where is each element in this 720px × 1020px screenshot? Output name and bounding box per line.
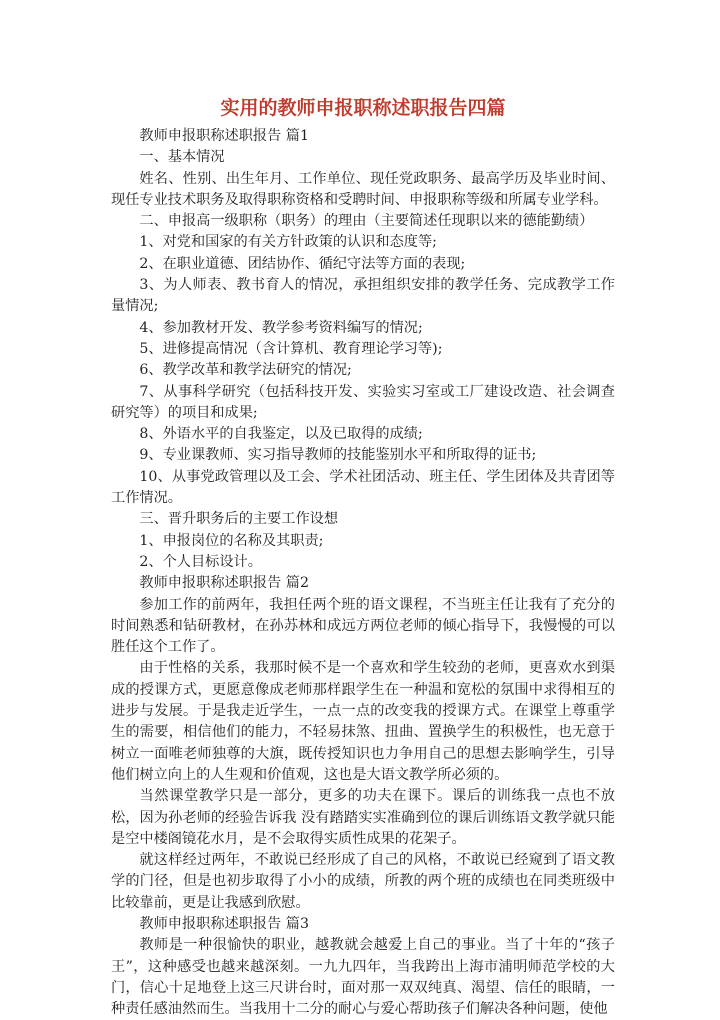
paragraph: 由于性格的关系，我那时候不是一个喜欢和学生较劲的老师，更喜欢水到渠成的授课方式，更愿意像成老师那样跟学生在一种温和宽松的氛围中求得相互的进步与发展。于是我走近学生，一点一点的改变我的授课方式。在课堂上尊重学生的需要，相信他们的能力，不轻易抹煞、扭曲、置换学生的积极性，也无意于树立一面唯老师独尊的大旗，既传授知识也力争用自己的思想去影响学生，引导他们树立向上的人生观和价值观，这也是大语文教学所必须的。 bbox=[111, 660, 615, 783]
paragraph: 9、专业课教师、实习指导教师的技能鉴别水平和所取得的证书; bbox=[139, 447, 537, 464]
paragraph: 教师申报职称述职报告 篇1 bbox=[139, 128, 309, 144]
paragraph: 4、参加教材开发、教学参考资料编写的情况; bbox=[139, 319, 423, 336]
paragraph: 教师是一种很愉快的职业，越教就会越爱上自己的事业。当了十年的“孩子王”，这种感受也越来越深刻。一九九四年，当我跨出上海市浦明师范学校的大门，信心十足地登上这三尺讲台时，面对那一双双纯真、渴望、信任的眼睛，一种责任感油然而生。当我用十二分的耐心与爱心帮助孩子们解决各种问题，使他 bbox=[111, 937, 615, 1018]
paragraph: 教师申报职称述职报告 篇3 bbox=[139, 915, 309, 932]
paragraph: 一、基本情况 bbox=[139, 149, 225, 166]
paragraph: 2、个人目标设计。 bbox=[139, 553, 262, 570]
paragraph: 2、在职业道德、团结协作、循纪守法等方面的表现; bbox=[139, 255, 466, 272]
paragraph: 7、从事科学研究（包括科技开发、实验实习室或工厂建设改造、社会调查研究等）的项目和成果; bbox=[111, 383, 615, 421]
paragraph: 10、从事党政管理以及工会、学术社团活动、班主任、学生团体及共青团等工作情况。 bbox=[111, 468, 615, 507]
paragraph: 8、外语水平的自我鉴定，以及已取得的成绩; bbox=[139, 426, 423, 443]
document-body bbox=[111, 126, 615, 1020]
paragraph: 6、教学改革和教学法研究的情况; bbox=[139, 362, 352, 379]
paragraph: 1、申报岗位的名称及其职责; bbox=[139, 532, 324, 549]
paragraph: 参加工作的前两年，我担任两个班的语文课程，不当班主任让我有了充分的时间熟悉和钻研教材，在孙苏林和成远方两位老师的倾心指导下，我慢慢的可以胜任这个工作了。 bbox=[111, 596, 615, 656]
paragraph: 教师申报职称述职报告 篇2 bbox=[139, 575, 309, 592]
paragraph: 1、对党和国家的有关方针政策的认识和态度等; bbox=[139, 234, 437, 251]
paragraph: 5、进修提高情况（含计算机、教育理论学习等); bbox=[139, 340, 443, 357]
paragraph: 就这样经过两年，不敢说已经形成了自己的风格，不敢说已经窥到了语文教学的门径，但是也初步取得了小小的成绩，所教的两个班的成绩也在同类班级中比较靠前，更是让我感到欣慰。 bbox=[111, 852, 615, 911]
paragraph: 二、申报高一级职称（职务）的理由（主要简述任现职以来的德能勤绩） bbox=[139, 213, 594, 230]
document-page bbox=[111, 96, 615, 1020]
paragraph: 姓名、性别、出生年月、工作单位、现任党政职务、最高学历及毕业时间、现任专业技术职务及取得职称资格和受聘时间、申报职称等级和所属专业学科。 bbox=[111, 170, 615, 208]
paragraph: 三、晋升职务后的主要工作设想 bbox=[139, 511, 339, 528]
document-title: 实用的教师申报职称述职报告四篇 bbox=[220, 97, 506, 119]
paragraph: 当然课堂教学只是一部分，更多的功夫在课下。课后的训练我一点也不放松，因为孙老师的经验告诉我 没有踏踏实实准确到位的课后训练语文教学就只能是空中楼阁镜花水月，是不会取得实质性成果的花架子。 bbox=[111, 788, 615, 847]
paragraph: 3、为人师表、教书育人的情况，承担组织安排的教学任务、完成教学工作量情况; bbox=[111, 277, 615, 315]
